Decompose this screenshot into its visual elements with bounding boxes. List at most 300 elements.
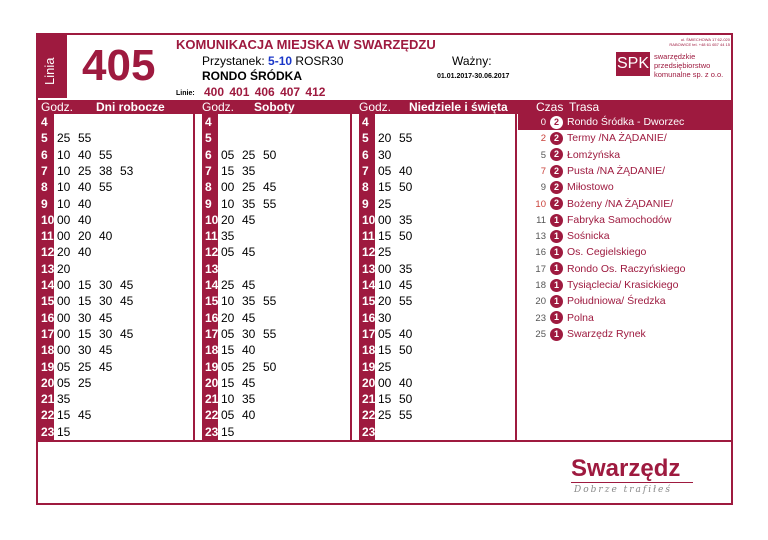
minute-cell: 45 (242, 212, 256, 227)
hour-cell: 19 (41, 359, 55, 374)
minute-cell: 25 (242, 359, 256, 374)
minute-cell: 50 (263, 359, 277, 374)
minute-cell: 25 (221, 278, 235, 292)
hour-cell: 15 (41, 294, 55, 309)
saturdays-minutes-row (221, 407, 263, 423)
route-stop-name: Rondo Os. Raczyńskiego (567, 262, 686, 275)
minute-cell: 35 (242, 392, 256, 407)
zone-badge: 1 (550, 214, 563, 227)
hour-cell: 17 (205, 326, 219, 341)
minute-cell: 15 (221, 375, 235, 390)
minute-cell: 55 (399, 294, 413, 309)
route-stop-name: Miłostowo (567, 181, 614, 194)
logo-underline (571, 482, 693, 483)
hour-cell: 20 (362, 375, 376, 390)
hour-cell: 12 (205, 245, 219, 260)
minute-cell: 10 (221, 392, 235, 407)
minute-cell: 00 (57, 278, 71, 292)
route-stop-name: Pusta /NA ŻĄDANIE/ (567, 164, 666, 177)
route-stop-name: Termy /NA ŻĄDANIE/ (567, 132, 667, 145)
minute-cell: 05 (221, 359, 235, 374)
weekdays-minutes-row (57, 391, 78, 407)
minute-cell: 05 (378, 163, 392, 178)
route-time: 13 (535, 231, 546, 243)
minute-cell: 45 (242, 310, 256, 325)
minute-cell: 40 (78, 245, 92, 260)
minute-cell: 45 (99, 359, 113, 374)
hour-cell: 13 (362, 261, 376, 276)
minute-cell: 25 (78, 375, 92, 390)
zone-badge: 1 (550, 328, 563, 341)
valid-dates: 01.01.2017-30.06.2017 (437, 73, 510, 80)
saturdays-minutes-row (221, 326, 284, 342)
minute-cell: 15 (78, 326, 92, 341)
hour-cell: 23 (205, 424, 219, 439)
minute-cell: 45 (120, 326, 134, 341)
minute-cell: 05 (221, 326, 235, 341)
hour-cell: 19 (205, 359, 219, 374)
minute-cell: 50 (399, 392, 413, 407)
czas-header: Czas (536, 100, 564, 114)
minute-cell: 45 (99, 343, 113, 358)
lines-list: 400 401 406 407 412 (204, 85, 326, 99)
hour-cell: 9 (205, 196, 212, 211)
minute-cell: 05 (221, 245, 235, 260)
sundays-header: Niedziele i święta (409, 100, 508, 114)
minute-cell: 40 (78, 212, 92, 227)
hour-cell: 20 (205, 375, 219, 390)
weekdays-minutes-row (57, 375, 99, 391)
route-time: 10 (535, 198, 546, 210)
hour-cell: 15 (362, 294, 376, 309)
route-stop-name: Swarzędz Rynek (567, 327, 646, 340)
minute-cell: 00 (57, 294, 71, 309)
weekdays-minutes-row (57, 424, 78, 440)
minute-cell: 25 (378, 408, 392, 423)
linia-label: Linia (42, 57, 57, 85)
minute-cell: 20 (221, 212, 235, 227)
hour-cell: 10 (362, 212, 376, 227)
stop-label-row (202, 54, 343, 68)
sundays-minutes-row (378, 179, 420, 195)
route-stop (518, 163, 665, 179)
zone-badge: 1 (550, 311, 563, 324)
minute-cell: 35 (242, 196, 256, 211)
sundays-minutes-row (378, 196, 399, 212)
sundays-minutes-row (378, 391, 420, 407)
linia-strip (38, 35, 67, 98)
minute-cell: 00 (378, 375, 392, 390)
minute-cell: 50 (399, 343, 413, 358)
weekdays-minutes-row (57, 179, 120, 195)
minute-cell: 00 (221, 180, 235, 195)
minute-cell: 45 (242, 245, 256, 260)
hour-cell: 18 (205, 343, 219, 358)
minute-cell: 30 (378, 310, 392, 325)
route-time: 25 (535, 328, 546, 340)
hour-cell: 11 (362, 229, 375, 244)
saturdays-minutes-row (221, 147, 284, 163)
minute-cell: 45 (242, 375, 256, 390)
minute-cell: 30 (99, 294, 113, 309)
route-stop (518, 114, 731, 130)
zone-badge: 1 (550, 262, 563, 275)
minute-cell: 15 (378, 229, 392, 244)
minute-cell: 45 (120, 278, 134, 292)
route-stop (518, 147, 620, 163)
minute-cell: 35 (399, 261, 413, 276)
hour-cell: 8 (41, 180, 48, 195)
zone-badge: 2 (550, 181, 563, 194)
minute-cell: 55 (263, 294, 277, 309)
hour-cell: 20 (41, 375, 55, 390)
route-time: 17 (535, 263, 546, 275)
minute-cell: 30 (78, 310, 92, 325)
hour-cell: 7 (362, 163, 369, 178)
minute-cell: 40 (78, 147, 92, 162)
minute-cell: 45 (263, 180, 277, 195)
route-stop-name: Bożeny /NA ŻĄDANIE/ (567, 197, 674, 210)
minute-cell: 40 (242, 408, 256, 423)
route-stop-name: Rondo Śródka - Dworzec (567, 116, 685, 128)
minute-cell: 45 (120, 294, 134, 309)
minute-cell: 50 (263, 147, 277, 162)
godz-header-weekdays: Godz. (41, 100, 74, 114)
minute-cell: 15 (78, 294, 92, 309)
weekdays-minutes-row (57, 228, 120, 244)
minute-cell: 15 (221, 424, 235, 439)
sundays-minutes-row (378, 261, 420, 277)
minute-cell: 38 (99, 163, 113, 178)
weekdays-header: Dni robocze (96, 100, 165, 114)
weekdays-minutes-row (57, 261, 78, 277)
minute-cell: 40 (399, 326, 413, 341)
weekdays-minutes-row (57, 310, 120, 326)
hour-cell: 14 (205, 278, 219, 292)
sundays-minutes-row (378, 130, 420, 146)
operator-address: ul. ŚMIECHOWA 17 62-020 RABOWICE tel. +48 61 657 44 15 (669, 37, 730, 47)
hour-cell: 5 (362, 131, 369, 146)
weekdays-minutes-row (57, 163, 141, 179)
minute-cell: 10 (57, 180, 71, 195)
minute-cell: 35 (242, 294, 256, 309)
hour-cell: 12 (41, 245, 55, 260)
route-time: 2 (540, 133, 546, 145)
minute-cell: 05 (57, 359, 71, 374)
route-time: 11 (536, 214, 546, 226)
weekdays-minutes-row (57, 293, 141, 309)
swarzedz-logo: Swarzędz (571, 455, 681, 482)
minute-cell: 50 (399, 229, 413, 244)
divider (193, 114, 195, 440)
zone-badge: 1 (550, 246, 563, 259)
minute-cell: 25 (378, 196, 392, 211)
route-stop-name: Os. Cegielskiego (567, 246, 647, 259)
minute-cell: 05 (57, 375, 71, 390)
hour-cell: 8 (362, 180, 369, 195)
minute-cell: 45 (242, 278, 256, 292)
minute-cell: 30 (78, 343, 92, 358)
minute-cell: 15 (57, 424, 71, 439)
swarzedz-slogan: Dobrze trafiłeś (574, 485, 672, 495)
route-stop (518, 277, 678, 293)
route-time: 20 (535, 296, 546, 308)
hour-cell: 23 (41, 424, 55, 439)
minute-cell: 10 (57, 196, 71, 211)
minute-cell: 25 (242, 180, 256, 195)
route-stop (518, 261, 685, 277)
minute-cell: 40 (242, 343, 256, 358)
hour-cell: 6 (205, 147, 212, 162)
route-stop (518, 196, 673, 212)
minute-cell: 00 (57, 326, 71, 341)
weekdays-minutes-row (57, 147, 120, 163)
minute-cell: 30 (99, 326, 113, 341)
operator-name: swarzędzkie przedsiębiorstwo komunalne sp. z o.o. (654, 52, 724, 79)
hour-cell: 22 (41, 408, 55, 423)
hour-cell: 6 (362, 147, 369, 162)
sundays-minutes-row (378, 228, 420, 244)
minute-cell: 00 (57, 310, 71, 325)
hour-cell: 16 (205, 310, 219, 325)
minute-cell: 15 (378, 392, 392, 407)
saturdays-minutes-row (221, 342, 263, 358)
trasa-header: Trasa (569, 100, 600, 114)
minute-cell: 45 (399, 278, 413, 292)
hour-cell: 8 (205, 180, 212, 195)
minute-cell: 25 (242, 147, 256, 162)
route-stop (518, 212, 671, 228)
hour-cell: 23 (362, 424, 376, 439)
hour-cell: 14 (41, 278, 55, 292)
route-time: 16 (535, 247, 546, 259)
saturdays-minutes-row (221, 359, 284, 375)
weekdays-minutes-row (57, 277, 141, 293)
minute-cell: 20 (78, 229, 92, 244)
route-time: 9 (540, 182, 546, 194)
valid-label: Ważny: (452, 54, 492, 68)
minute-cell: 55 (399, 131, 413, 146)
divider (515, 114, 517, 440)
sundays-minutes-row (378, 407, 420, 423)
hour-cell: 11 (205, 229, 218, 244)
hour-cell: 16 (41, 310, 55, 325)
minute-cell: 20 (378, 294, 392, 309)
minute-cell: 55 (399, 408, 413, 423)
weekdays-minutes-row (57, 212, 99, 228)
minute-cell: 45 (78, 408, 92, 423)
hour-cell: 13 (205, 261, 219, 276)
minute-cell: 25 (78, 163, 92, 178)
minute-cell: 25 (378, 245, 392, 260)
hour-cell: 22 (205, 408, 219, 423)
minute-cell: 15 (378, 343, 392, 358)
weekdays-minutes-row (57, 359, 120, 375)
sundays-minutes-row (378, 147, 399, 163)
hour-cell: 18 (362, 343, 376, 358)
weekdays-minutes-row (57, 342, 120, 358)
minute-cell: 00 (57, 343, 71, 358)
minute-cell: 35 (242, 163, 256, 178)
stop-id: ROSR30 (295, 54, 344, 68)
zone-badge: 2 (550, 116, 563, 129)
weekdays-minutes-row (57, 196, 99, 212)
line-number: 405 (82, 41, 156, 90)
godz-header-saturdays: Godz. (202, 100, 235, 114)
weekdays-minutes-row (57, 407, 99, 423)
route-stop-name: Tysiąclecia/ Krasickiego (567, 279, 679, 291)
hour-cell: 11 (41, 229, 54, 244)
hour-cell: 10 (41, 212, 55, 227)
route-time: 0 (540, 117, 546, 128)
route-stop-name: Łomżyńska (567, 148, 621, 161)
lines-label: Linie: (176, 90, 195, 97)
weekdays-minutes-row (57, 326, 141, 342)
minute-cell: 40 (399, 375, 413, 390)
minute-cell: 40 (399, 163, 413, 178)
minute-cell: 10 (57, 147, 71, 162)
hour-cell: 9 (362, 196, 369, 211)
saturdays-minutes-row (221, 277, 263, 293)
minute-cell: 40 (99, 229, 113, 244)
route-stop (518, 244, 646, 260)
saturdays-minutes-row (221, 163, 263, 179)
minute-cell: 15 (378, 180, 392, 195)
godz-header-sundays: Godz. (359, 100, 392, 114)
minute-cell: 05 (221, 408, 235, 423)
zone-badge: 1 (550, 279, 563, 292)
minute-cell: 00 (378, 261, 392, 276)
minute-cell: 40 (78, 196, 92, 211)
hour-cell: 17 (362, 326, 376, 341)
hour-cell: 18 (41, 343, 55, 358)
hour-cell: 7 (41, 163, 48, 178)
route-stop (518, 310, 594, 326)
route-stop (518, 326, 646, 342)
hour-cell: 4 (41, 115, 48, 129)
route-stop-name: Południowa/ Średzka (567, 295, 666, 308)
minute-cell: 35 (221, 229, 235, 244)
minute-cell: 20 (221, 310, 235, 325)
saturdays-minutes-row (221, 375, 263, 391)
hour-cell: 6 (41, 147, 48, 162)
minute-cell: 55 (78, 131, 92, 146)
saturdays-minutes-row (221, 424, 242, 440)
hour-cell: 7 (205, 163, 212, 178)
hour-cell: 5 (41, 131, 48, 146)
sundays-minutes-row (378, 293, 420, 309)
route-time: 23 (535, 312, 546, 324)
page-title: KOMUNIKACJA MIEJSKA W SWARZĘDZU (176, 37, 436, 52)
zone-badge: 1 (550, 230, 563, 243)
hour-cell: 14 (362, 278, 376, 292)
hour-cell: 21 (41, 392, 55, 407)
minute-cell: 55 (263, 326, 277, 341)
divider (350, 114, 352, 440)
sundays-minutes-row (378, 277, 420, 293)
minute-cell: 35 (399, 212, 413, 227)
weekdays-minutes-row (57, 130, 99, 146)
sundays-minutes-row (378, 163, 420, 179)
zone-badge: 2 (550, 165, 563, 178)
route-time: 7 (540, 165, 546, 177)
minute-cell: 10 (221, 294, 235, 309)
sundays-minutes-row (378, 375, 420, 391)
minute-cell: 05 (221, 147, 235, 162)
minute-cell: 20 (378, 131, 392, 146)
minute-cell: 25 (378, 359, 392, 374)
stop-label: Przystanek: (202, 54, 265, 68)
hour-cell: 17 (41, 326, 55, 341)
route-stop-name: Polna (567, 311, 594, 324)
minute-cell: 55 (99, 147, 113, 162)
saturdays-minutes-row (221, 196, 284, 212)
sundays-minutes-row (378, 342, 420, 358)
bottom-divider (38, 440, 731, 442)
spk-logo: SPK (616, 52, 650, 76)
hour-cell: 10 (205, 212, 219, 227)
zone-badge: 2 (550, 148, 563, 161)
minute-cell: 10 (221, 196, 235, 211)
sundays-minutes-row (378, 310, 399, 326)
weekdays-minutes-row (57, 244, 99, 260)
hour-cell: 9 (41, 196, 48, 211)
minute-cell: 40 (78, 180, 92, 195)
minute-cell: 55 (263, 196, 277, 211)
hour-cell: 21 (362, 392, 376, 407)
zone-badge: 1 (550, 295, 563, 308)
hour-cell: 21 (205, 392, 219, 407)
sundays-minutes-row (378, 244, 399, 260)
hour-cell: 22 (362, 408, 376, 423)
saturdays-minutes-row (221, 179, 284, 195)
minute-cell: 30 (378, 147, 392, 162)
saturdays-minutes-row (221, 228, 242, 244)
hour-cell: 16 (362, 310, 376, 325)
minute-cell: 00 (57, 212, 71, 227)
zone-badge: 2 (550, 132, 563, 145)
route-stop (518, 179, 614, 195)
hour-cell: 4 (362, 115, 369, 129)
timetable-frame (36, 33, 733, 505)
route-stop (518, 293, 666, 309)
sundays-minutes-row (378, 359, 399, 375)
minute-cell: 55 (99, 180, 113, 195)
stop-code: 5-10 (268, 54, 293, 68)
minute-cell: 53 (120, 163, 134, 178)
saturdays-minutes-row (221, 391, 263, 407)
minute-cell: 05 (378, 326, 392, 341)
minute-cell: 15 (221, 163, 235, 178)
hour-cell: 15 (205, 294, 219, 309)
hour-cell: 19 (362, 359, 376, 374)
minute-cell: 35 (57, 392, 71, 407)
saturdays-minutes-row (221, 244, 263, 260)
minute-cell: 00 (378, 212, 392, 227)
minute-cell: 20 (57, 245, 71, 260)
minute-cell: 15 (221, 343, 235, 358)
sundays-minutes-row (378, 326, 420, 342)
saturdays-minutes-row (221, 293, 284, 309)
route-stop (518, 130, 667, 146)
minute-cell: 20 (57, 261, 71, 276)
minute-cell: 10 (57, 163, 71, 178)
minute-cell: 15 (57, 408, 71, 423)
saturdays-minutes-row (221, 212, 263, 228)
minute-cell: 50 (399, 180, 413, 195)
hour-cell: 5 (205, 131, 212, 146)
minute-cell: 10 (378, 278, 392, 292)
